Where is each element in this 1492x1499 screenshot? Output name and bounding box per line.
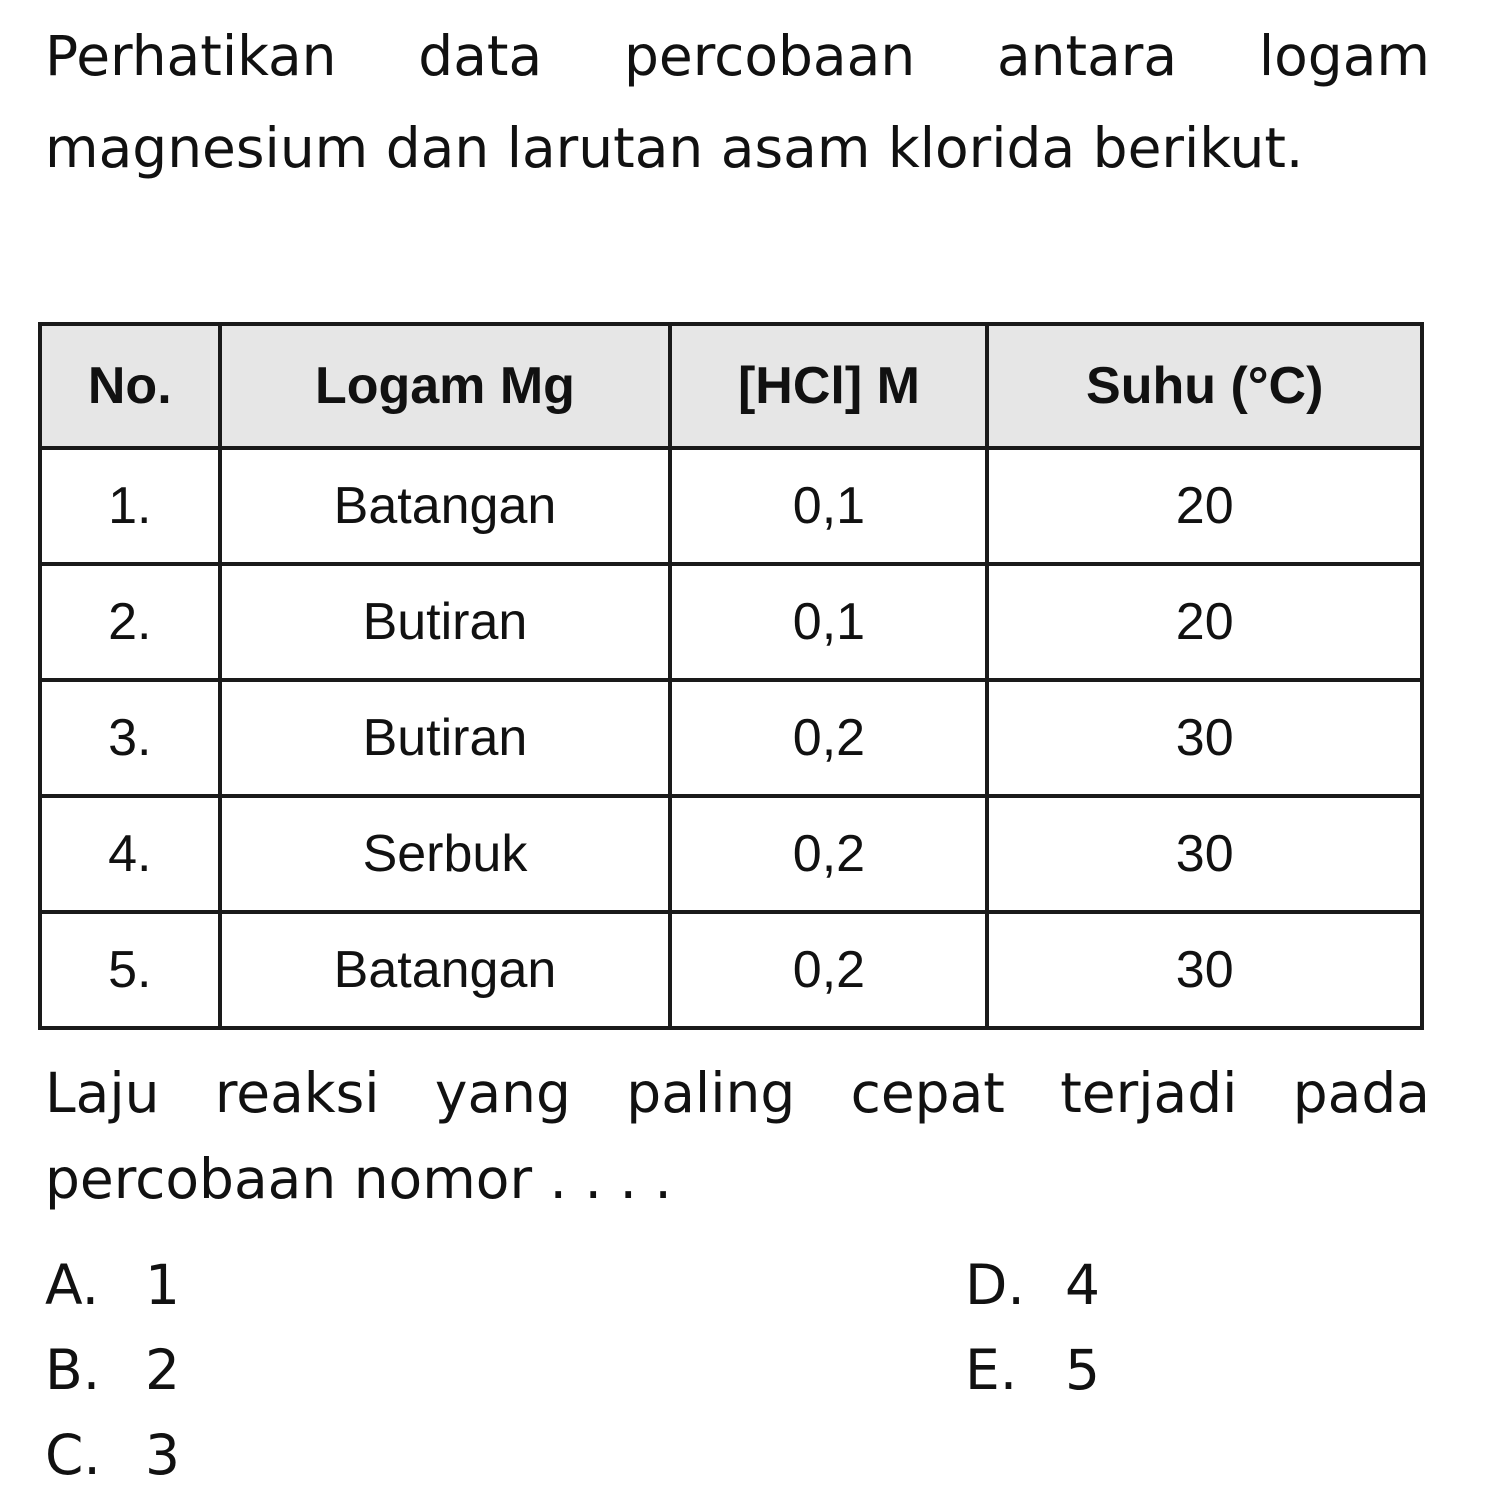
option-letter: E. <box>965 1338 1018 1402</box>
cell-no: 4. <box>40 796 220 912</box>
table-row <box>40 448 1422 564</box>
option-letter: A. <box>45 1253 100 1317</box>
cell-suhu: 30 <box>987 912 1422 1028</box>
table-row <box>40 796 1422 912</box>
experiment-table <box>38 322 1424 1030</box>
option-letter: B. <box>45 1338 101 1402</box>
cell-suhu: 20 <box>987 448 1422 564</box>
option-letter: D. <box>965 1253 1025 1317</box>
cell-no: 2. <box>40 564 220 680</box>
cell-no: 3. <box>40 680 220 796</box>
cell-suhu: 30 <box>987 796 1422 912</box>
option-d[interactable] <box>965 1255 1100 1315</box>
experiment-table-container <box>38 322 1424 999</box>
cell-no: 5. <box>40 912 220 1028</box>
option-e[interactable] <box>965 1340 1100 1400</box>
option-a[interactable] <box>45 1255 180 1315</box>
header-hcl-concentration: [HCl] M <box>670 324 987 448</box>
cell-hcl: 0,2 <box>670 680 987 796</box>
table-header-row <box>40 324 1422 448</box>
option-value: 5 <box>1065 1338 1100 1402</box>
cell-hcl: 0,2 <box>670 796 987 912</box>
cell-hcl: 0,1 <box>670 448 987 564</box>
cell-hcl: 0,2 <box>670 912 987 1028</box>
cell-suhu: 20 <box>987 564 1422 680</box>
option-value: 1 <box>145 1253 180 1317</box>
option-value: 4 <box>1065 1253 1100 1317</box>
cell-no: 1. <box>40 448 220 564</box>
option-value: 3 <box>145 1423 180 1487</box>
option-letter: C. <box>45 1423 101 1487</box>
table-row <box>40 912 1422 1028</box>
option-b[interactable] <box>45 1340 180 1400</box>
cell-logam: Butiran <box>220 680 671 796</box>
option-c[interactable] <box>45 1425 180 1485</box>
option-value: 2 <box>145 1338 180 1402</box>
question-text: Laju reaksi yang paling cepat terjadi pada percobaan nomor . . . . <box>45 1061 1430 1211</box>
cell-logam: Butiran <box>220 564 671 680</box>
header-temperature: Suhu (°C) <box>987 324 1422 448</box>
cell-logam: Serbuk <box>220 796 671 912</box>
cell-suhu: 30 <box>987 680 1422 796</box>
table-row <box>40 680 1422 796</box>
header-no: No. <box>40 324 220 448</box>
cell-logam: Batangan <box>220 912 671 1028</box>
intro-text: Perhatikan data percobaan antara logam magnesium dan larutan asam klorida berikut. <box>45 24 1430 180</box>
cell-logam: Batangan <box>220 448 671 564</box>
header-logam-mg: Logam Mg <box>220 324 671 448</box>
table-row <box>40 564 1422 680</box>
cell-hcl: 0,1 <box>670 564 987 680</box>
